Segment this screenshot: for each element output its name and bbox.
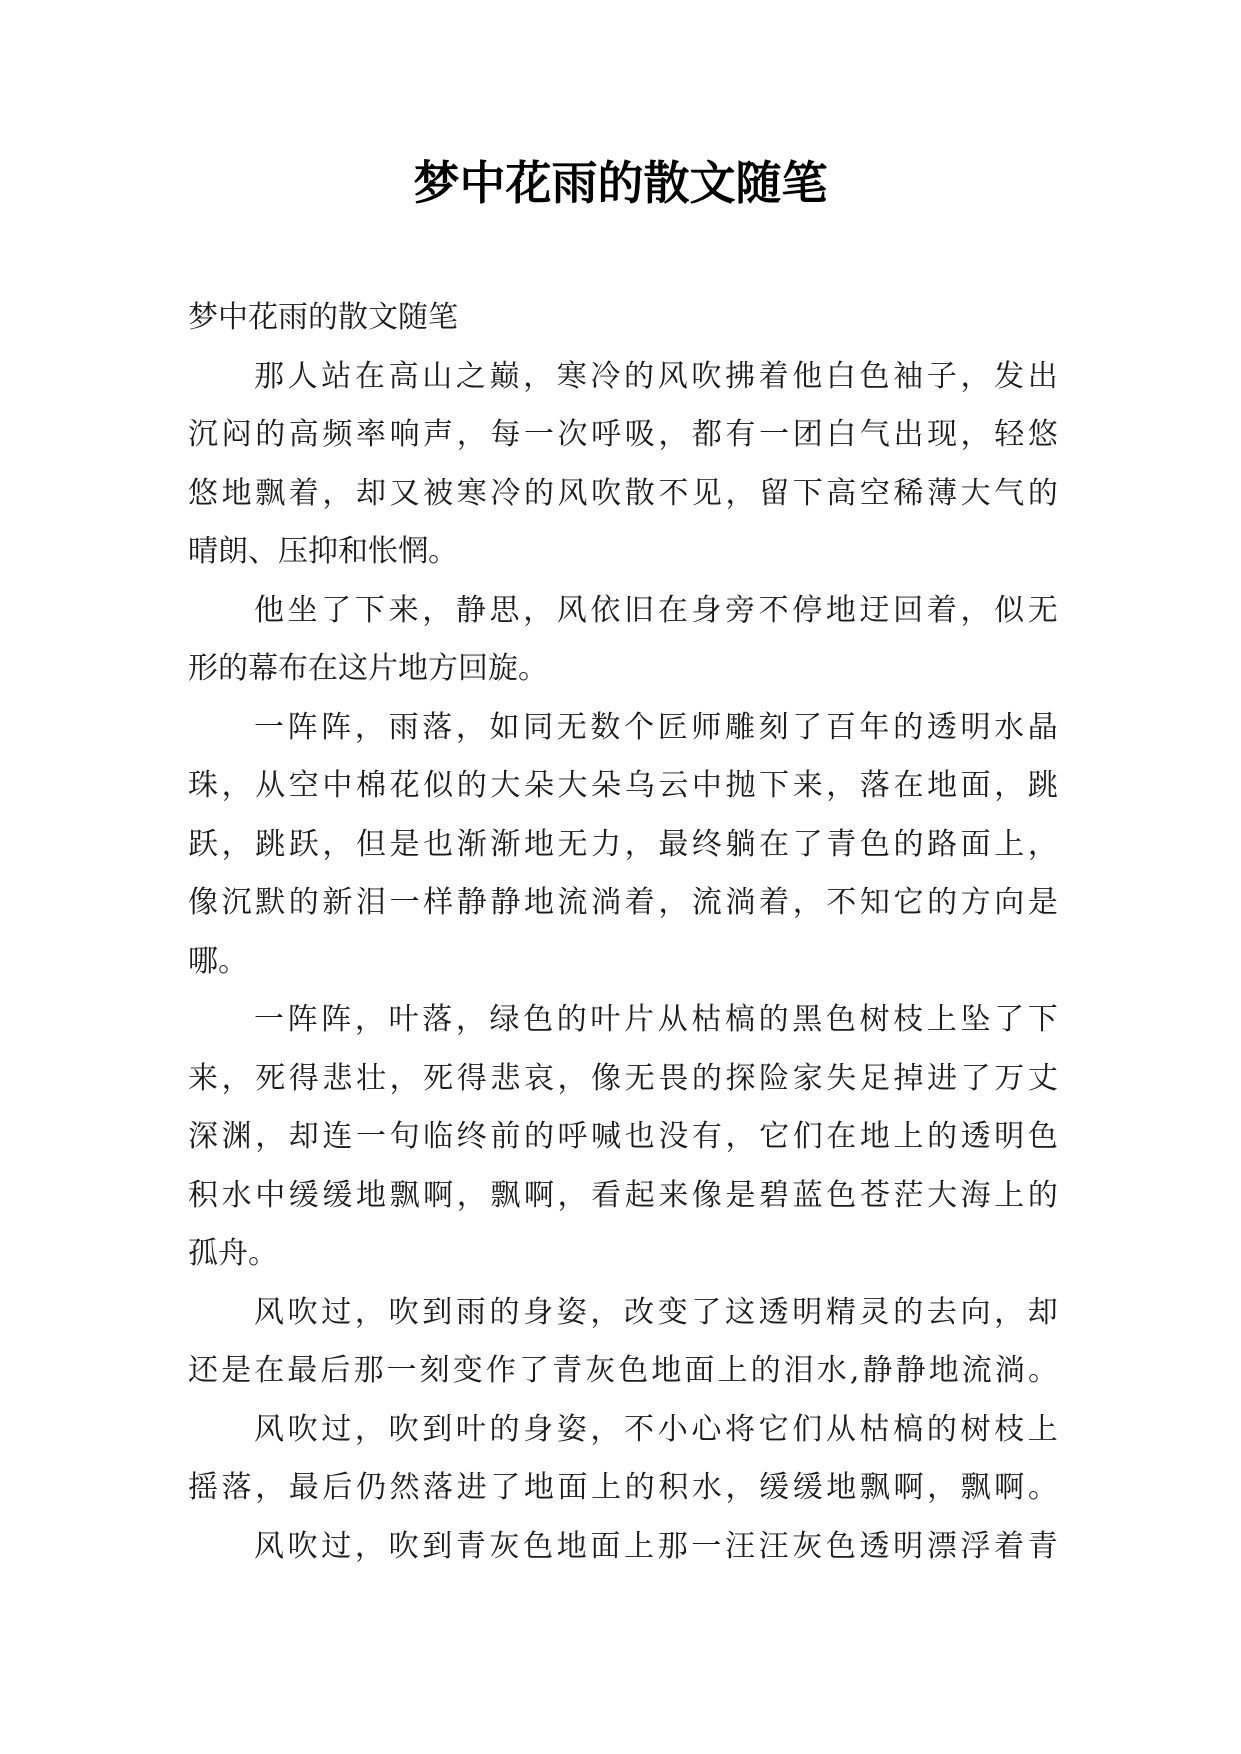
text-line: 积 水 中 缓 缓 地 飘 啊 ， 飘 啊 ， 看 起 来 像 是 碧 蓝 色 苍 茫 大 海 上 的 bbox=[188, 1177, 1058, 1213]
text-line: 晴 朗 、 压 抑 和 怅 惘 。 bbox=[188, 534, 458, 569]
text-line: 那 人 站 在 高 山 之 巅 ， 寒 冷 的 风 吹 拂 着 他 白 色 袖 子 ， 发 出 bbox=[254, 358, 1058, 394]
text-line: 悠 地 飘 着 ， 却 又 被 寒 冷 的 风 吹 散 不 见 ， 留 下 高 空 稀 薄 大 气 的 bbox=[188, 475, 1058, 511]
text-line: 沉 闷 的 高 频 率 响 声 ， 每 一 次 呼 吸 ， 都 有 一 团 白 气 出 现 ， 轻 悠 bbox=[188, 417, 1058, 452]
text-line: 还 是 在 最 后 那 一 刻 变 作 了 青 灰 色 地 面 上 的 泪 水 , 静 静 地 流 淌 。 bbox=[188, 1353, 1058, 1388]
text-line: 像 沉 默 的 新 泪 一 样 静 静 地 流 淌 着 ， 流 淌 着 ， 不 知 它 的 方 向 是 bbox=[188, 885, 1058, 920]
body-heading-line: 梦 中 花 雨 的 散 文 随 笔 bbox=[188, 300, 458, 335]
text-line: 形 的 幕 布 在 这 片 地 方 回 旋 。 bbox=[188, 651, 548, 686]
text-line: 珠 ， 从 空 中 棉 花 似 的 大 朵 大 朵 乌 云 中 抛 下 来 ， 落 在 地 面 ， 跳 bbox=[188, 768, 1058, 803]
document-title: 梦中花雨的散文随笔 bbox=[413, 156, 828, 210]
text-line: 一 阵 阵 ， 雨 落 ， 如 同 无 数 个 匠 师 雕 刻 了 百 年 的 透 明 水 晶 bbox=[254, 709, 1058, 745]
text-line: 孤 舟 。 bbox=[188, 1236, 278, 1271]
document-body bbox=[188, 289, 1058, 1576]
text-line: 哪 。 bbox=[188, 943, 248, 979]
text-line: 一 阵 阵 ， 叶 落 ， 绿 色 的 叶 片 从 枯 槁 的 黑 色 树 枝 上 坠 了 下 bbox=[254, 1002, 1058, 1037]
text-line: 摇 落 ， 最 后 仍 然 落 进 了 地 面 上 的 积 水 ， 缓 缓 地 飘 啊 ， 飘 啊 。 bbox=[188, 1470, 1058, 1505]
text-line: 他 坐 了 下 来 ， 静 思 ， 风 依 旧 在 身 旁 不 停 地 迂 回 着 ， 似 无 bbox=[254, 592, 1058, 628]
text-line: 风 吹 过 ， 吹 到 叶 的 身 姿 ， 不 小 心 将 它 们 从 枯 槁 的 树 枝 上 bbox=[254, 1411, 1058, 1447]
text-line: 风 吹 过 ， 吹 到 青 灰 色 地 面 上 那 一 汪 汪 灰 色 透 明 漂 浮 着 青 bbox=[254, 1528, 1058, 1564]
text-line: 来 ， 死 得 悲 壮 ， 死 得 悲 哀 ， 像 无 畏 的 探 险 家 失 足 掉 进 了 万 丈 bbox=[188, 1060, 1058, 1096]
text-line: 跃 ， 跳 跃 ， 但 是 也 渐 渐 地 无 力 ， 最 终 躺 在 了 青 色 的 路 面 上 ， bbox=[188, 826, 1058, 862]
text-line: 风 吹 过 ， 吹 到 雨 的 身 姿 ， 改 变 了 这 透 明 精 灵 的 去 向 ， 却 bbox=[254, 1294, 1058, 1330]
text-line: 深 渊 ， 却 连 一 句 临 终 前 的 呼 喊 也 没 有 ， 它 们 在 地 上 的 透 明 色 bbox=[188, 1119, 1058, 1154]
